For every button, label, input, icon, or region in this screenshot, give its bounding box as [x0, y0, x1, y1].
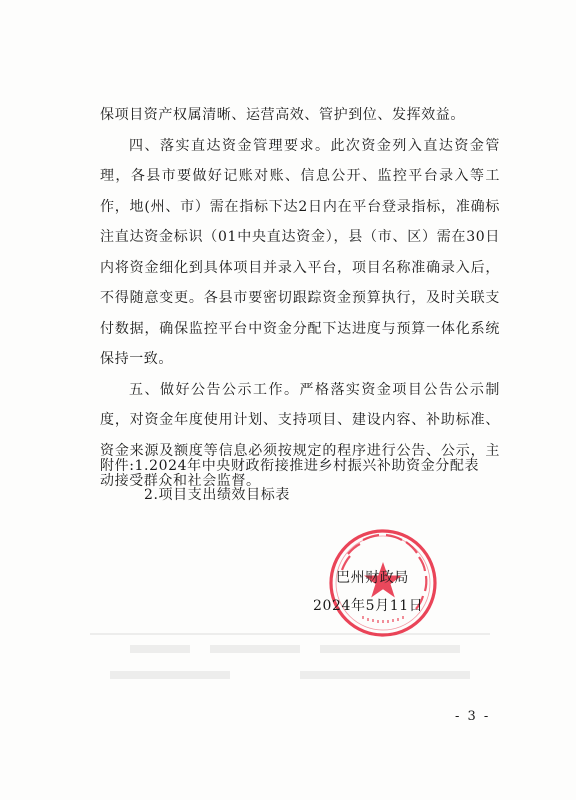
attachment-item-1: 附件:1.2024年中央财政衔接推进乡村振兴补助资金分配表 [100, 458, 480, 474]
issue-date: 2024年5月11日 [313, 598, 424, 614]
page-number: - 3 - [455, 709, 491, 724]
attachment-item-2: 2.项目支出绩效目标表 [144, 487, 290, 503]
bleed-through-marks [70, 625, 510, 705]
paragraph-continuation: 保项目资产权属清晰、运营高效、管护到位、发挥效益。 [100, 107, 465, 123]
issuer-name: 巴州财政局 [336, 570, 409, 586]
paragraph-public-notice: 五、做好公告公示工作。严格落实资金项目公告公示制度，对资金年度使用计划、支持项目、建设内容、补助标准、资金来源及额度等信息必须按规定的程序进行公告、公示，主动接受群众和社会监督。 [100, 381, 500, 489]
paragraph-direct-funds: 四、落实直达资金管理要求。此次资金列入直达资金管理，各县市要做好记账对账、信息公开、监控平台录入等工作，地(州、市）需在指标下达2日内在平台登录指标，准确标注直达资金标识（01中央直达资金），县（市、区）需在30日内将资金细化到具体项目并录入平台，项目名称准确录入后，不得随意变更。各县市要密切跟踪资金预算执行，及时关联支付数据，确保监控平台中资金分配下达进度与预算一体化系统保持一致。 [100, 137, 500, 367]
attachments-list [100, 452, 479, 510]
document-body [100, 100, 500, 497]
